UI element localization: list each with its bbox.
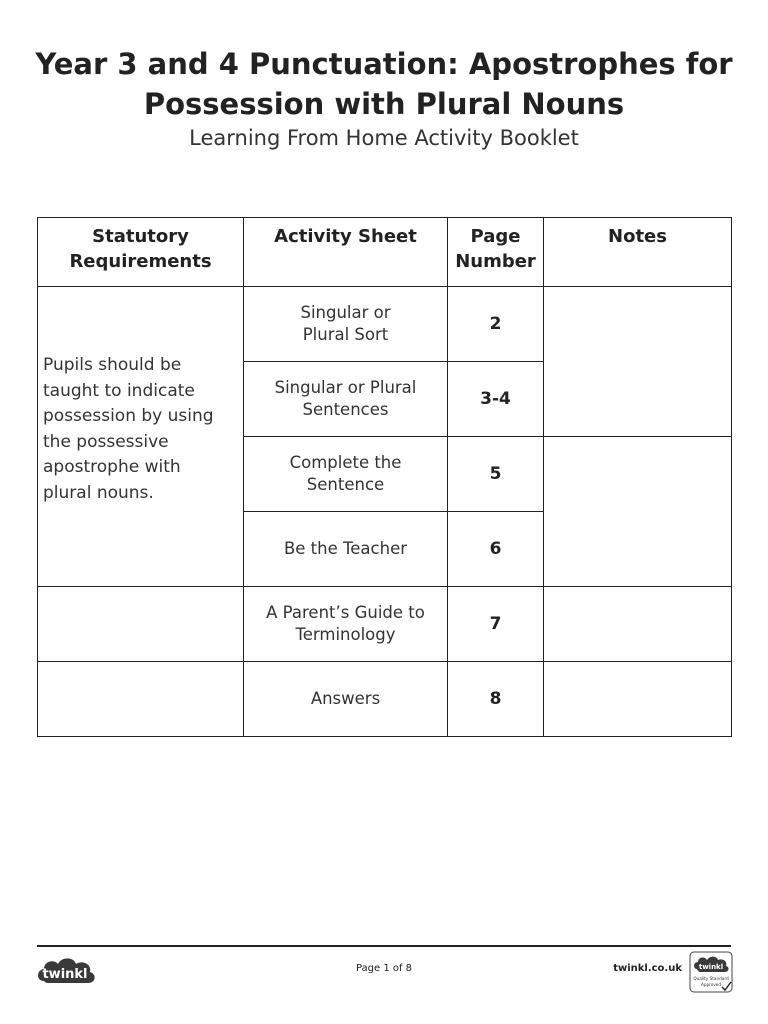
statutory-line: apostrophe with xyxy=(43,457,181,477)
activity-line: A Parent’s Guide to xyxy=(266,603,425,622)
statutory-requirement-text xyxy=(38,287,244,587)
header-page-number xyxy=(448,218,544,287)
notes-cell xyxy=(544,437,732,587)
activity-line: Plural Sort xyxy=(302,325,389,344)
activity-line: Be the Teacher xyxy=(283,539,408,558)
activity-line: Singular or xyxy=(300,303,391,322)
header-activity-label: Activity Sheet xyxy=(274,226,417,247)
activity-sheet-cell xyxy=(244,662,448,737)
header-notes-label: Notes xyxy=(608,226,667,247)
page-number-cell: 3-4 xyxy=(448,362,544,437)
footer-divider xyxy=(37,945,731,947)
activity-line: Singular or Plural xyxy=(274,378,417,397)
title-line-2: Possession with Plural Nouns xyxy=(143,87,625,121)
activity-line: Sentence xyxy=(306,475,385,494)
activity-line: Complete the xyxy=(289,453,402,472)
statutory-requirement-cell xyxy=(38,662,244,737)
statutory-line: the possessive xyxy=(43,431,169,452)
badge-line-2: Approved xyxy=(700,982,722,987)
page-number-cell: 7 xyxy=(448,587,544,662)
header-statutory-line-1: Statutory xyxy=(92,226,189,247)
header-statutory-line-2: Requirements xyxy=(69,251,212,272)
badge-line-1: Quality Standard xyxy=(693,976,729,981)
page-number-cell: 5 xyxy=(448,437,544,512)
page-count: Page 1 of 8 xyxy=(355,963,413,974)
statutory-requirement-cell xyxy=(38,587,244,662)
table-row xyxy=(38,587,732,662)
activity-sheet-cell xyxy=(244,287,448,362)
table-row xyxy=(38,662,732,737)
page-number-cell: 2 xyxy=(448,287,544,362)
activity-line: Answers xyxy=(310,689,381,708)
statutory-line: plural nouns. xyxy=(43,482,154,503)
activity-sheet-cell xyxy=(244,587,448,662)
header-page-line-2: Number xyxy=(455,251,536,272)
notes-cell xyxy=(544,287,732,437)
notes-cell xyxy=(544,587,732,662)
quality-badge xyxy=(689,951,733,993)
header-activity-sheet xyxy=(244,218,448,287)
badge-logo-text: twinkl xyxy=(698,963,724,971)
table-row xyxy=(38,287,732,362)
notes-cell xyxy=(544,662,732,737)
header-notes xyxy=(544,218,732,287)
activity-sheet-cell xyxy=(244,512,448,587)
header-page-line-1: Page xyxy=(470,226,521,247)
activity-line: Sentences xyxy=(302,400,389,419)
logo-text: twinkl xyxy=(42,967,88,982)
page-number-cell: 6 xyxy=(448,512,544,587)
site-url: twinkl.co.uk xyxy=(613,963,682,974)
title-line-1: Year 3 and 4 Punctuation: Apostrophes for xyxy=(35,47,733,81)
statutory-line: Pupils should be xyxy=(43,355,182,375)
statutory-line: possession by using xyxy=(43,406,214,426)
statutory-line: taught to indicate xyxy=(43,380,195,401)
activity-line: Terminology xyxy=(295,625,396,644)
page-title xyxy=(0,44,768,124)
activity-sheet-cell xyxy=(244,437,448,512)
table-header-row xyxy=(38,218,732,287)
activity-table xyxy=(37,217,732,737)
header-statutory xyxy=(38,218,244,287)
page-subtitle: Learning From Home Activity Booklet xyxy=(189,126,579,150)
activity-sheet-cell xyxy=(244,362,448,437)
page-number-cell: 8 xyxy=(448,662,544,737)
